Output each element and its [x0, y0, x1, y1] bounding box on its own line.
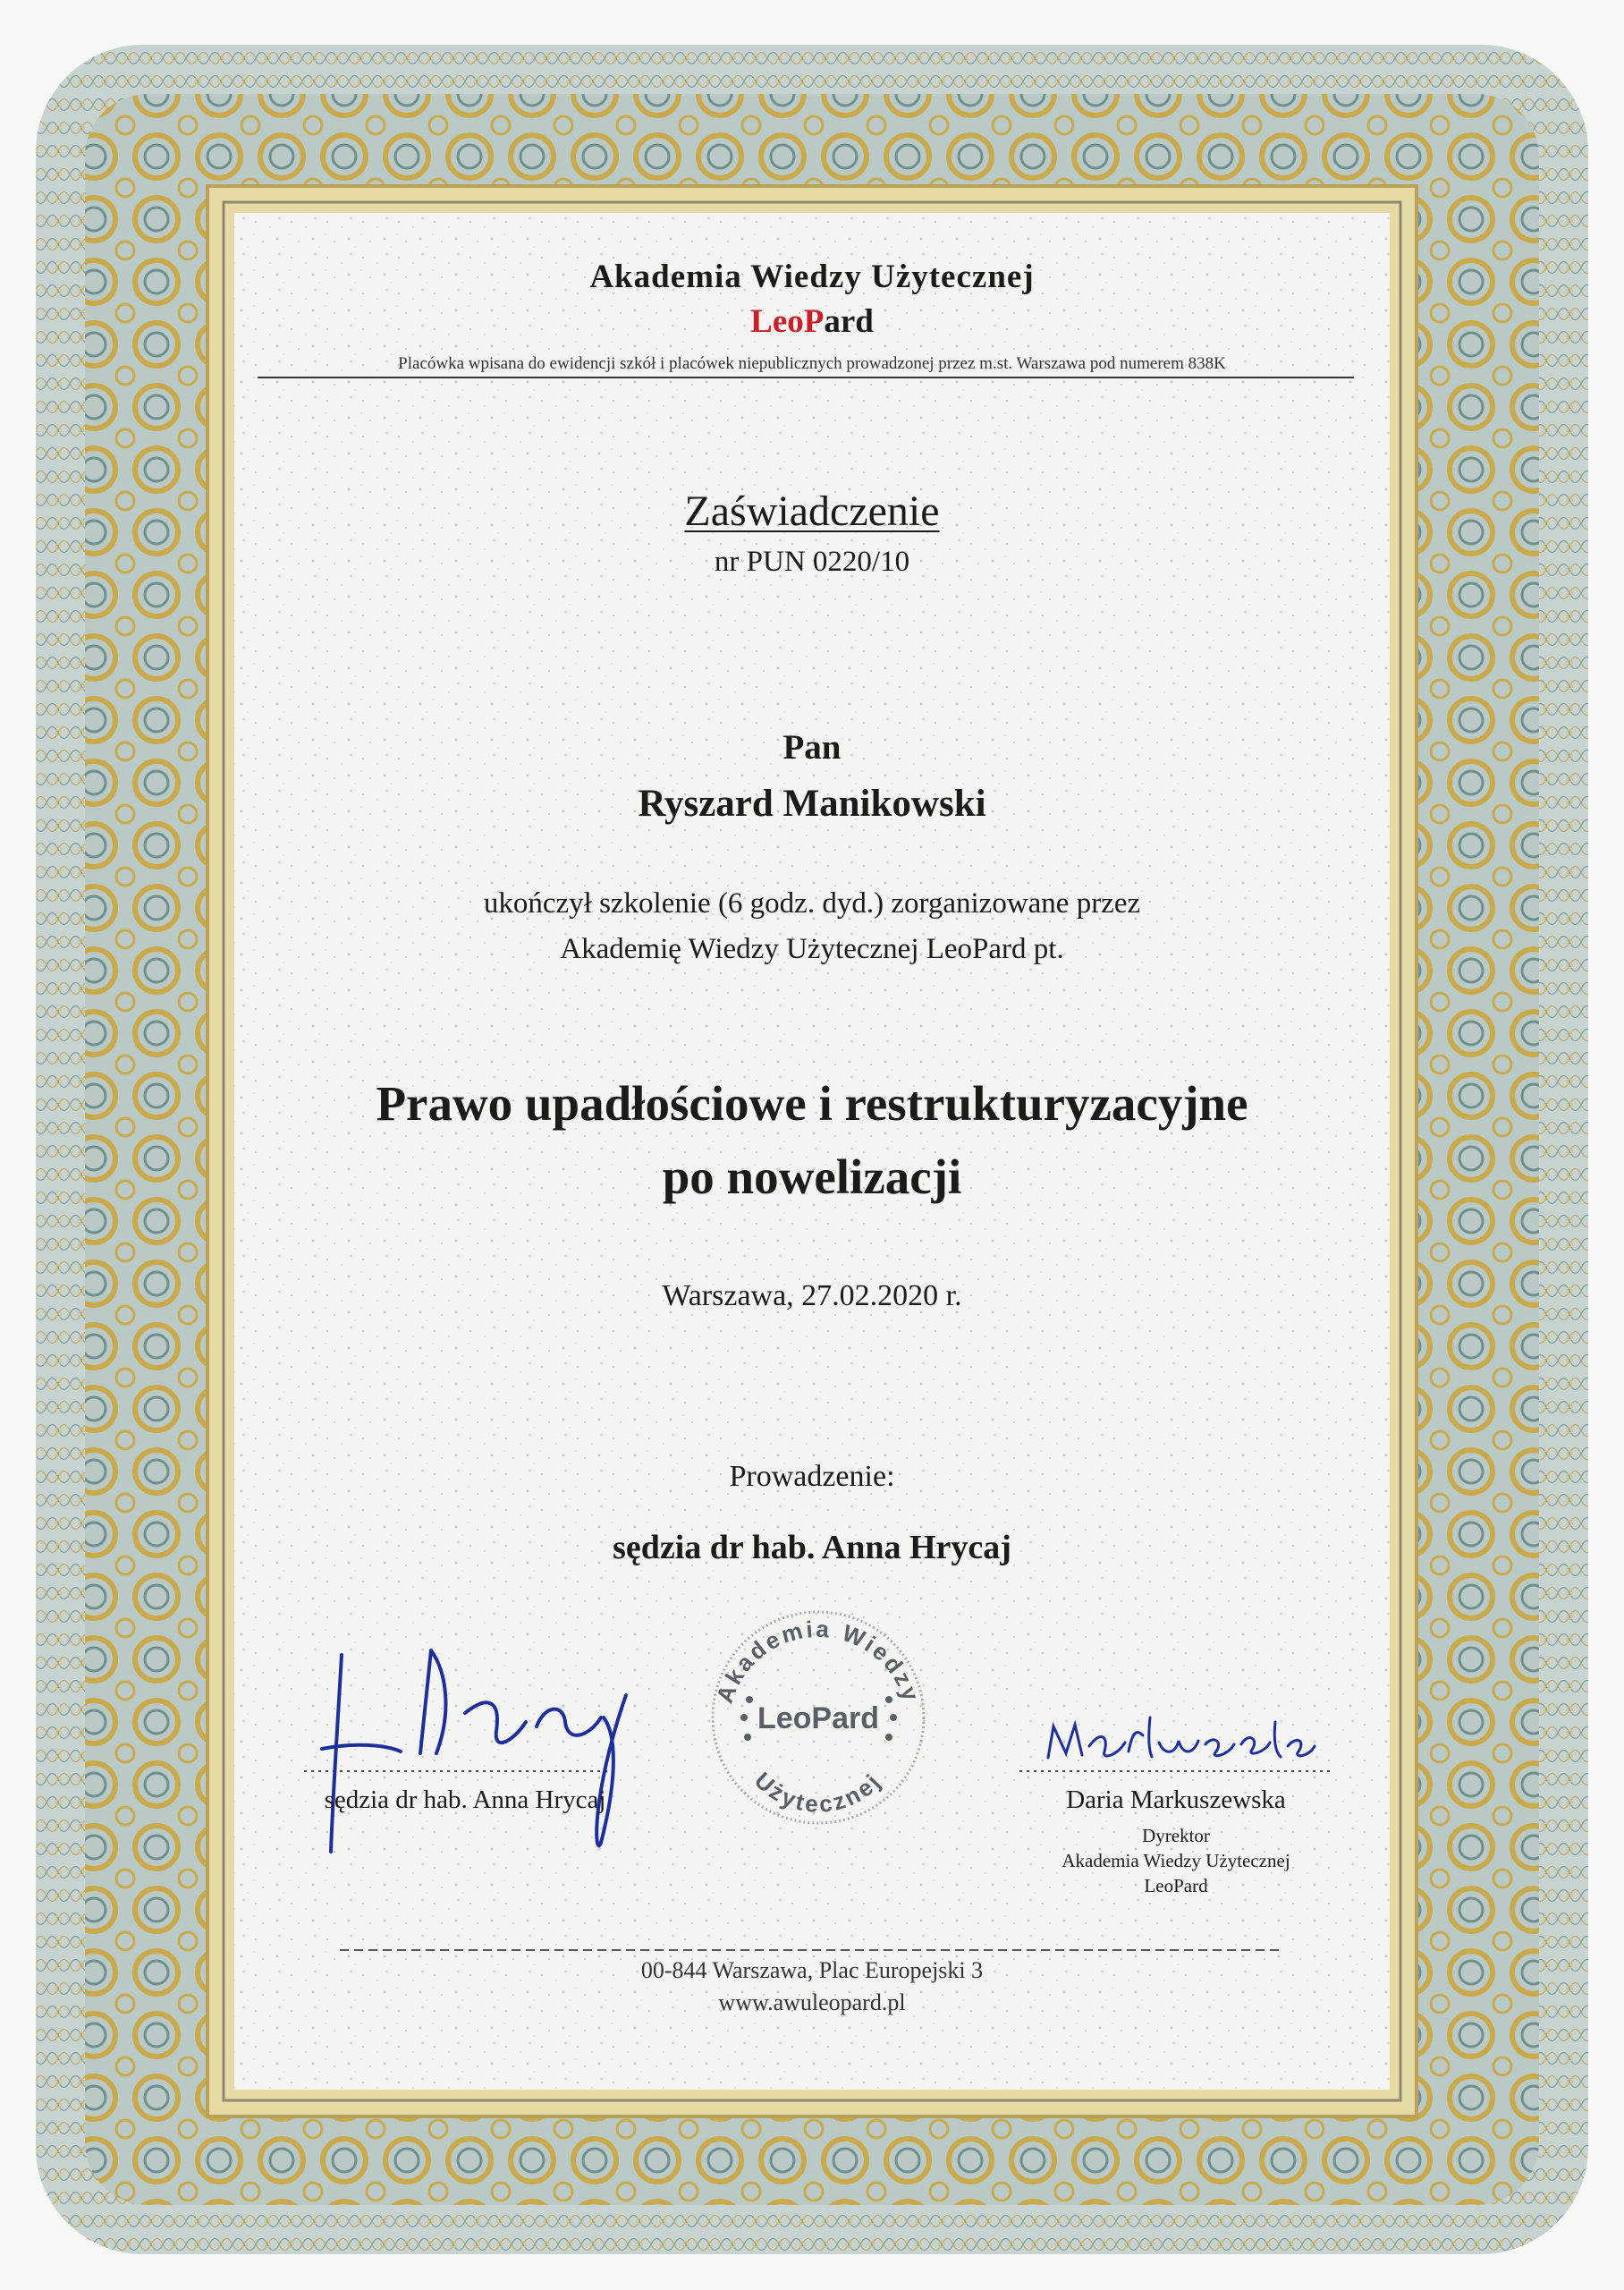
footer-address: 00-844 Warszawa, Plac Europejski 3 [640, 1957, 984, 1983]
course-title-line-2: po nowelizacji [662, 1149, 962, 1204]
director-role: Dyrektor [1142, 1825, 1210, 1846]
left-signature-caption: sędzia dr hab. Anna Hrycaj [324, 1785, 606, 1814]
course-title-line-1: Prawo upadłościowe i restrukturyzacyjne [376, 1076, 1248, 1131]
brand-letter-p: P [803, 303, 825, 340]
director-organization: Akademia Wiedzy Użytecznej [1062, 1850, 1290, 1871]
stamp-center-text: LeoPard [757, 1701, 880, 1735]
footer-website: www.awuleopard.pl [718, 1989, 906, 2015]
salutation: Pan [782, 728, 842, 767]
brand-part-leo: Leo [750, 303, 804, 340]
stamp-top-text: Akademia Wiedzy [710, 1615, 926, 1707]
instructor-name: sędzia dr hab. Anna Hrycaj [613, 1529, 1011, 1566]
director-organization-brand: LeoPard [1144, 1875, 1208, 1896]
completion-line-2: Akademię Wiedzy Użytecznej LeoPard pt. [560, 933, 1064, 965]
registry-note: Placówka wpisana do ewidencji szkół i placówek niepublicznych prowadzonej przez m.st. Warszawa pod numerem 838K [398, 354, 1226, 373]
place-date: Warszawa, 27.02.2020 r. [662, 1279, 962, 1312]
instructor-label: Prowadzenie: [729, 1460, 895, 1493]
brand-part-ard: ard [824, 303, 874, 340]
brand-name [0, 302, 1624, 341]
stamp-bottom-text: Użytecznej [749, 1767, 887, 1818]
completion-line-1: ukończył szkolenie (6 godz. dyd.) zorganizowane przez [483, 887, 1141, 920]
institution-name: Akademia Wiedzy Użytecznej [589, 259, 1035, 295]
recipient-name: Ryszard Manikowski [638, 783, 986, 825]
certificate-title: Zaświadczenie [684, 488, 940, 535]
director-name: Daria Markuszewska [1066, 1785, 1286, 1814]
certificate-number: nr PUN 0220/10 [714, 546, 910, 578]
